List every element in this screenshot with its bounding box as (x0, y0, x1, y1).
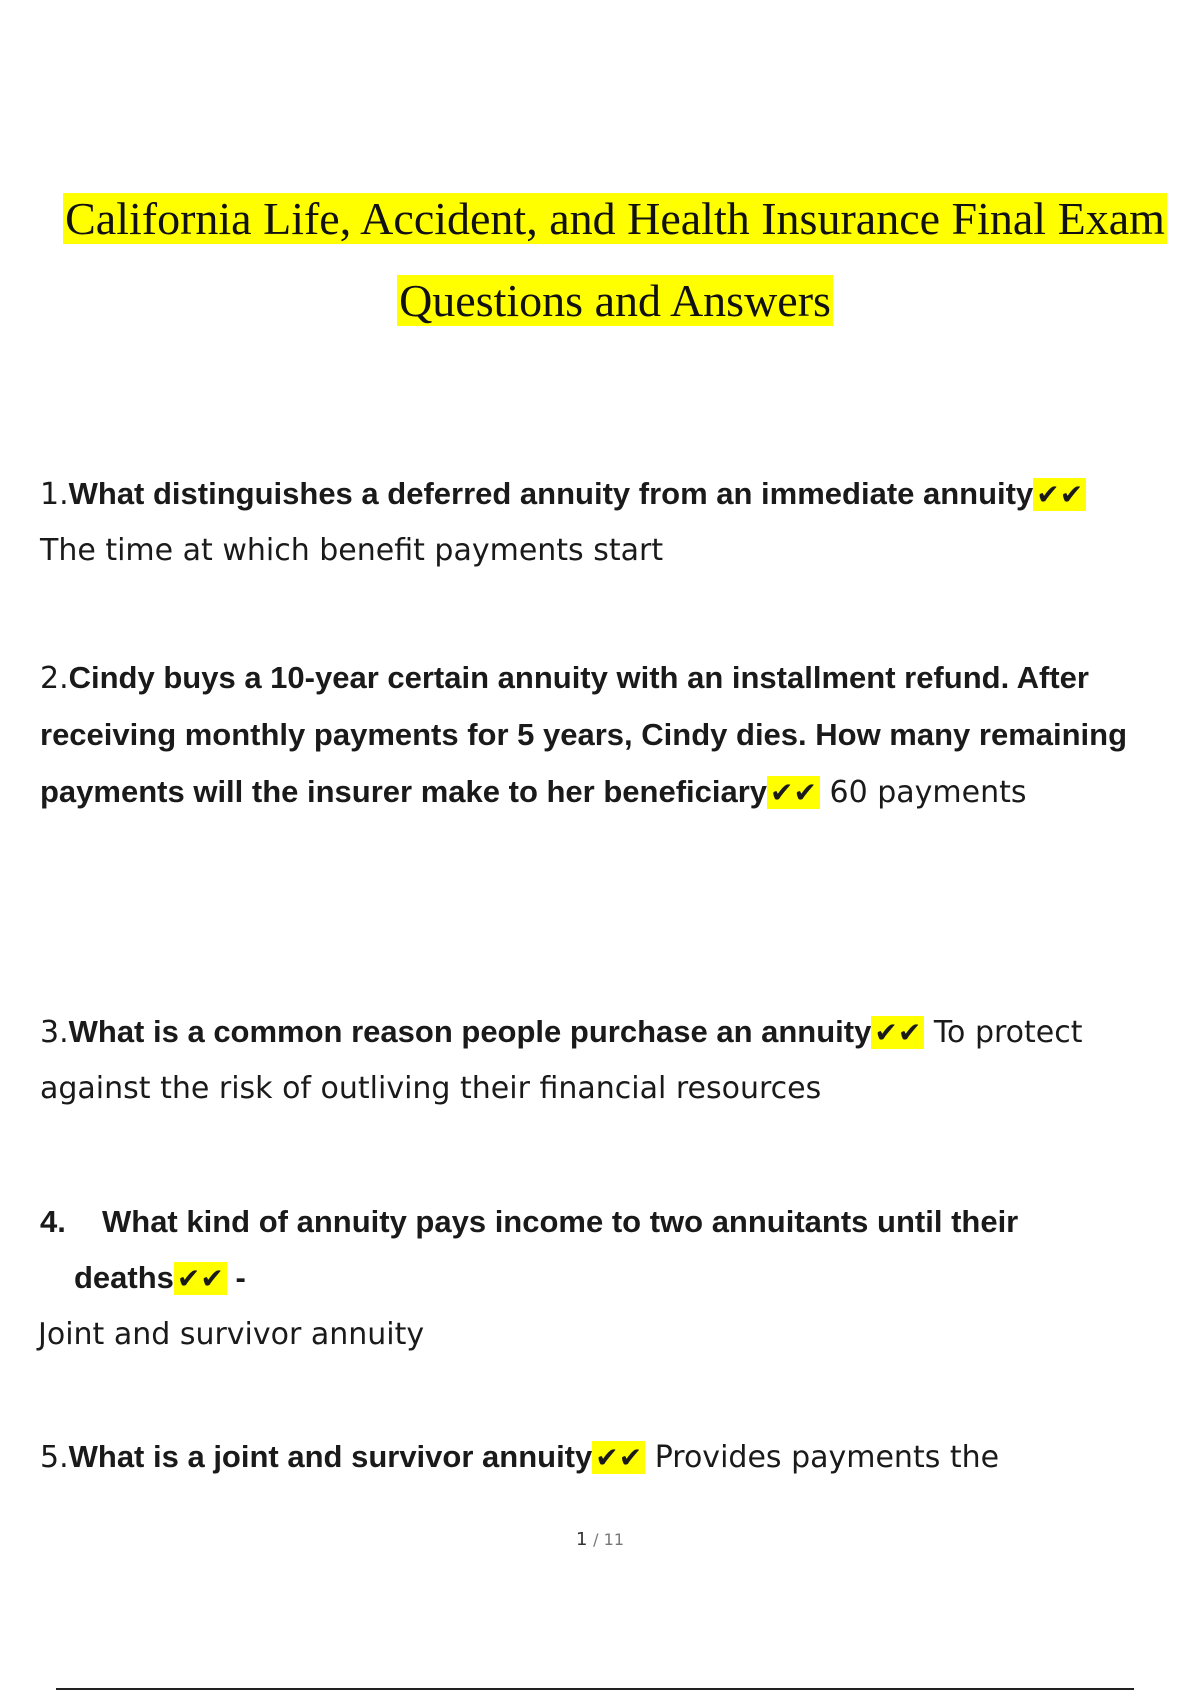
question-number: 3. (40, 1015, 69, 1050)
question-number: 4. (40, 1204, 66, 1239)
document-title (40, 178, 1190, 342)
qa-item-1 (40, 466, 1150, 579)
check-marks-icon: ✔✔ (1033, 478, 1086, 511)
bottom-divider (56, 1688, 1134, 1690)
question-text: What is a joint and survivor annuity (68, 1439, 593, 1474)
title-line-1 (40, 178, 1190, 260)
page-total: / 11 (593, 1530, 625, 1549)
question-text: What is a common reason people purchase an annuity (68, 1014, 872, 1049)
question-number: 5. (40, 1440, 69, 1475)
check-marks-icon: ✔✔ (871, 1016, 924, 1049)
answer-text: Joint and survivor annuity (38, 1317, 425, 1352)
page-current: 1 (575, 1529, 588, 1550)
check-marks-icon: ✔✔ (767, 776, 820, 809)
question-text: What distinguishes a deferred annuity from an immediate annuity (68, 476, 1034, 511)
question-heading (40, 1194, 1150, 1307)
title-line-1-text: California Life, Accident, and Health Insurance Final Exam (65, 193, 1165, 244)
check-marks-icon: ✔✔ (592, 1441, 645, 1474)
title-line-2-text: Questions and Answers (399, 275, 831, 326)
qa-item-5 (40, 1429, 1150, 1486)
qa-item-2 (40, 650, 1150, 821)
question-text: What kind of annuity pays income to two annuitants until their deaths (74, 1204, 1019, 1295)
title-line-2 (40, 260, 1190, 342)
qa-item-4 (40, 1194, 1150, 1363)
qa-item-3 (40, 1004, 1150, 1117)
answer-text: To protect against the risk of outliving their financial resources (40, 1015, 1083, 1106)
check-marks-icon: ✔✔ (174, 1262, 227, 1295)
question-number: 2. (40, 661, 69, 696)
question-text: Cindy buys a 10-year certain annuity with an installment refund. After receiving monthly payments for 5 years, Cindy dies. How many remaining payments will the insurer make to her beneficiary (40, 660, 1128, 809)
answer-text: The time at which benefit payments start (40, 533, 664, 568)
page-number (0, 1529, 1200, 1550)
answer-separator: - (235, 1260, 246, 1295)
answer-text: Provides payments the (654, 1440, 1000, 1475)
question-number: 1. (40, 477, 69, 512)
answer-text: 60 payments (829, 775, 1027, 810)
